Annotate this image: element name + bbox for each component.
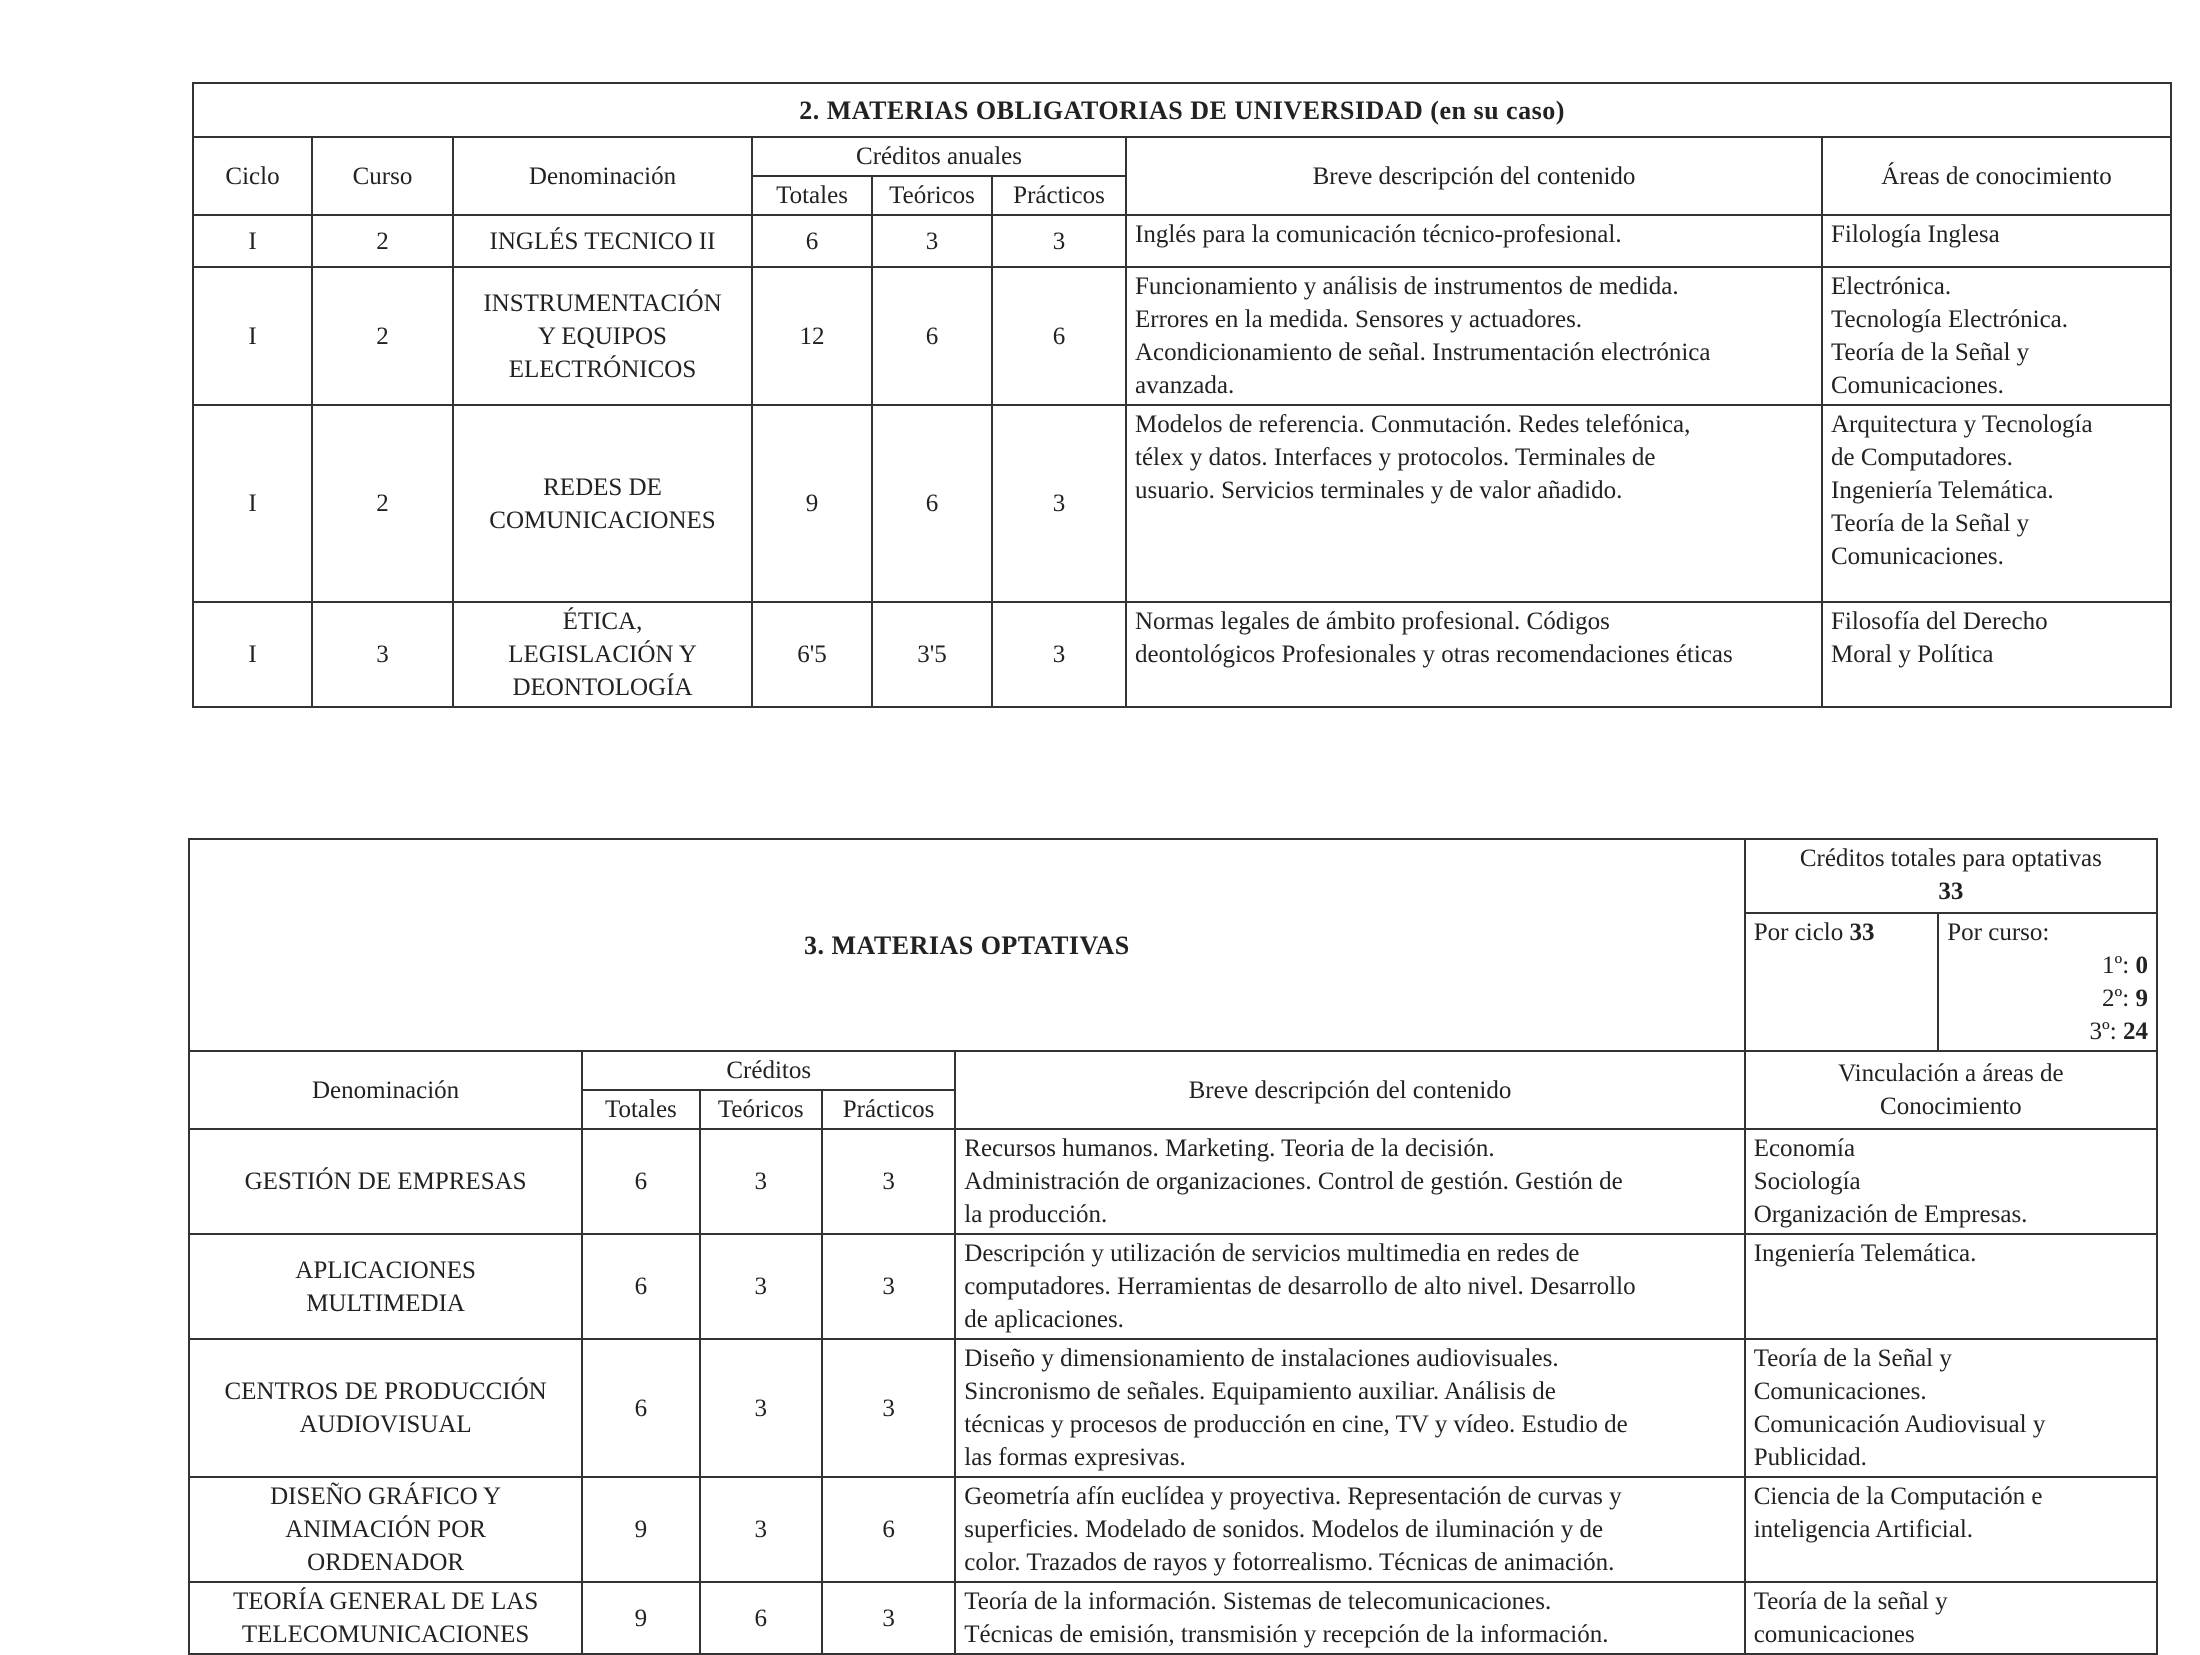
- cell-totales: 12: [752, 267, 872, 405]
- cell-curso: 2: [312, 405, 453, 602]
- optativas-table: [188, 838, 2158, 1655]
- por-ciclo-cell: [1745, 913, 1939, 1051]
- cell-practicos: 3: [822, 1582, 955, 1654]
- cell-practicos: 6: [822, 1477, 955, 1582]
- cell-totales: 6: [752, 215, 872, 267]
- cell-descripcion: Teoría de la información. Sistemas de telecomunicaciones. Técnicas de emisión, transmisión y recepción de la información.: [955, 1582, 1744, 1654]
- cell-descripcion: Funcionamiento y análisis de instrumentos de medida. Errores en la medida. Sensores y actuadores. Acondicionamiento de señal. Instrumentación electrónica avanzada.: [1126, 267, 1822, 405]
- table-row: [189, 1582, 2157, 1654]
- cell-totales: 9: [752, 405, 872, 602]
- header-descripcion: Breve descripción del contenido: [1126, 137, 1822, 215]
- cell-denominacion: INSTRUMENTACIÓN Y EQUIPOS ELECTRÓNICOS: [453, 267, 752, 405]
- table-row: [189, 1234, 2157, 1339]
- table-row: [193, 267, 2171, 405]
- table-row: [193, 215, 2171, 267]
- cell-totales: 6'5: [752, 602, 872, 707]
- header-practicos: Prácticos: [992, 176, 1126, 215]
- curso3-value: 24: [2123, 1018, 2148, 1045]
- cell-totales: 6: [582, 1234, 699, 1339]
- header-teoricos: Teóricos: [872, 176, 992, 215]
- cell-denominacion: DISEÑO GRÁFICO Y ANIMACIÓN POR ORDENADOR: [189, 1477, 582, 1582]
- cell-descripcion: Normas legales de ámbito profesional. Códigos deontológicos Profesionales y otras recomendaciones éticas: [1126, 602, 1822, 707]
- curso1-label: 1º:: [2102, 952, 2130, 979]
- cell-denominacion: REDES DE COMUNICACIONES: [453, 405, 752, 602]
- cell-ciclo: I: [193, 215, 312, 267]
- cell-totales: 6: [582, 1339, 699, 1477]
- cell-areas: Teoría de la Señal y Comunicaciones. Comunicación Audiovisual y Publicidad.: [1745, 1339, 2157, 1477]
- cell-areas: Filología Inglesa: [1822, 215, 2171, 267]
- table-row: [193, 602, 2171, 707]
- curso2-value: 9: [2135, 985, 2148, 1012]
- cell-descripcion: Descripción y utilización de servicios multimedia en redes de computadores. Herramientas de desarrollo de alto nivel. Desarrollo de aplicaciones.: [955, 1234, 1744, 1339]
- cell-teoricos: 3'5: [872, 602, 992, 707]
- cell-teoricos: 3: [700, 1129, 822, 1234]
- header-vinculacion: Vinculación a áreas de Conocimiento: [1745, 1051, 2157, 1129]
- cell-descripcion: Geometría afín euclídea y proyectiva. Representación de curvas y superficies. Modelado de sonidos. Modelos de iluminación y de color. Trazados de rayos y fotorrealismo. Técnicas de animación.: [955, 1477, 1744, 1582]
- cell-denominacion: CENTROS DE PRODUCCIÓN AUDIOVISUAL: [189, 1339, 582, 1477]
- cell-descripcion: Modelos de referencia. Conmutación. Redes telefónica, télex y datos. Interfaces y protocolos. Terminales de usuario. Servicios terminales y de valor añadido.: [1126, 405, 1822, 602]
- header-creditos: Créditos: [582, 1051, 955, 1090]
- por-curso-label: Por curso:: [1947, 919, 2050, 946]
- cell-areas: Electrónica. Tecnología Electrónica. Teoría de la Señal y Comunicaciones.: [1822, 267, 2171, 405]
- table-row: [189, 1477, 2157, 1582]
- creditos-totales-label: Créditos totales para optativas: [1799, 845, 2102, 872]
- creditos-totales-value: 33: [1938, 878, 1964, 905]
- cell-totales: 6: [582, 1129, 699, 1234]
- cell-denominacion: APLICACIONES MULTIMEDIA: [189, 1234, 582, 1339]
- table-row: [189, 1339, 2157, 1477]
- header-creditos-anuales: Créditos anuales: [752, 137, 1126, 176]
- cell-descripcion: Diseño y dimensionamiento de instalaciones audiovisuales. Sincronismo de señales. Equipamiento auxiliar. Análisis de técnicas y procesos de producción en cine, TV y vídeo. Estudio de las formas expresivas.: [955, 1339, 1744, 1477]
- table-row: [193, 405, 2171, 602]
- cell-ciclo: I: [193, 267, 312, 405]
- header-denominacion: Denominación: [453, 137, 752, 215]
- por-curso-cell: [1938, 913, 2157, 1051]
- header-practicos: Prácticos: [822, 1090, 955, 1129]
- cell-curso: 2: [312, 267, 453, 405]
- cell-teoricos: 3: [700, 1339, 822, 1477]
- cell-areas: Economía Sociología Organización de Empresas.: [1745, 1129, 2157, 1234]
- por-ciclo-value: 33: [1849, 919, 1875, 946]
- cell-practicos: 6: [992, 267, 1126, 405]
- cell-denominacion: TEORÍA GENERAL DE LAS TELECOMUNICACIONES: [189, 1582, 582, 1654]
- por-ciclo-label: Por ciclo: [1753, 919, 1844, 946]
- header-denominacion: Denominación: [189, 1051, 582, 1129]
- cell-practicos: 3: [822, 1339, 955, 1477]
- cell-ciclo: I: [193, 602, 312, 707]
- cell-practicos: 3: [822, 1234, 955, 1339]
- cell-practicos: 3: [822, 1129, 955, 1234]
- header-curso: Curso: [312, 137, 453, 215]
- header-descripcion: Breve descripción del contenido: [955, 1051, 1744, 1129]
- cell-curso: 3: [312, 602, 453, 707]
- cell-areas: Arquitectura y Tecnología de Computadores. Ingeniería Telemática. Teoría de la Señal y Comunicaciones.: [1822, 405, 2171, 602]
- optativas-title: 3. MATERIAS OPTATIVAS: [189, 839, 1745, 1051]
- cell-teoricos: 3: [700, 1477, 822, 1582]
- cell-teoricos: 6: [700, 1582, 822, 1654]
- cell-practicos: 3: [992, 215, 1126, 267]
- cell-practicos: 3: [992, 602, 1126, 707]
- cell-denominacion: GESTIÓN DE EMPRESAS: [189, 1129, 582, 1234]
- cell-areas: Teoría de la señal y comunicaciones: [1745, 1582, 2157, 1654]
- cell-curso: 2: [312, 215, 453, 267]
- cell-denominacion: INGLÉS TECNICO II: [453, 215, 752, 267]
- obligatorias-title: 2. MATERIAS OBLIGATORIAS DE UNIVERSIDAD (en su caso): [193, 83, 2171, 137]
- cell-teoricos: 3: [872, 215, 992, 267]
- cell-practicos: 3: [992, 405, 1126, 602]
- header-ciclo: Ciclo: [193, 137, 312, 215]
- header-teoricos: Teóricos: [700, 1090, 822, 1129]
- cell-descripcion: Recursos humanos. Marketing. Teoria de la decisión. Administración de organizaciones. Control de gestión. Gestión de la producción.: [955, 1129, 1744, 1234]
- creditos-totales-optativas: [1745, 839, 2157, 913]
- cell-denominacion: ÉTICA, LEGISLACIÓN Y DEONTOLOGÍA: [453, 602, 752, 707]
- cell-ciclo: I: [193, 405, 312, 602]
- cell-descripcion: Inglés para la comunicación técnico-profesional.: [1126, 215, 1822, 267]
- table-row: [189, 1129, 2157, 1234]
- cell-areas: Ingeniería Telemática.: [1745, 1234, 2157, 1339]
- cell-areas: Ciencia de la Computación e inteligencia Artificial.: [1745, 1477, 2157, 1582]
- header-totales: Totales: [752, 176, 872, 215]
- curso1-value: 0: [2135, 952, 2148, 979]
- cell-teoricos: 6: [872, 405, 992, 602]
- cell-totales: 9: [582, 1582, 699, 1654]
- curso2-label: 2º:: [2102, 985, 2130, 1012]
- obligatorias-table: [192, 82, 2172, 708]
- cell-totales: 9: [582, 1477, 699, 1582]
- cell-areas: Filosofía del Derecho Moral y Política: [1822, 602, 2171, 707]
- header-totales: Totales: [582, 1090, 699, 1129]
- curso3-label: 3º:: [2089, 1018, 2117, 1045]
- cell-teoricos: 3: [700, 1234, 822, 1339]
- cell-teoricos: 6: [872, 267, 992, 405]
- header-areas: Áreas de conocimiento: [1822, 137, 2171, 215]
